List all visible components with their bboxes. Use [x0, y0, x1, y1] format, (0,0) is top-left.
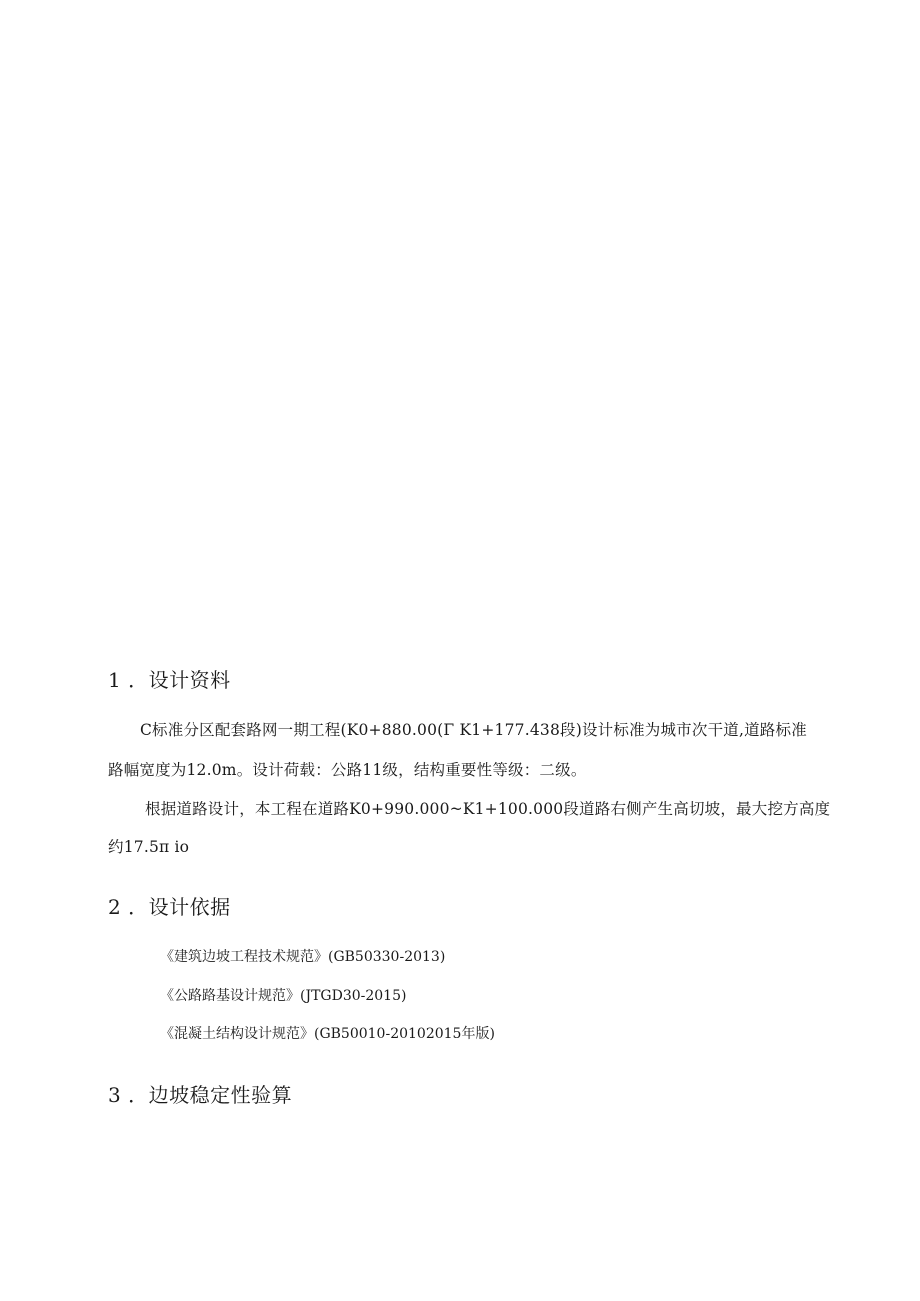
paragraph-2-line-1: 根据道路设计，本工程在道路K0+990.000~K1+100.000段道路右侧产生高切坡，最大挖方高度 — [145, 800, 831, 818]
reference-item: 《建筑边坡工程技术规范》(GB50330-2013) — [160, 949, 446, 965]
paragraph-1-line-1: C标准分区配套路网一期工程(K0+880.00(Γ K1+177.438段)设计标准为城市次干道,道路标准 — [140, 721, 807, 739]
section-3-title: ．边坡稳定性验算 — [128, 1083, 293, 1107]
reference-item: 《混凝土结构设计规范》(GB50010-20102015年版) — [160, 1026, 495, 1042]
section-2-number: 2 — [108, 895, 122, 919]
reference-item: 《公路路基设计规范》(JTGD30-2015) — [160, 988, 407, 1004]
section-1-title: ．设计资料 — [128, 668, 231, 692]
paragraph-1-line-2: 路幅宽度为12.0m。设计荷载：公路11级，结构重要性等级：二级。 — [108, 761, 587, 779]
section-2-title: ．设计依据 — [128, 895, 231, 919]
section-1-heading — [108, 664, 231, 693]
section-1-number: 1 — [108, 668, 122, 692]
section-3-heading — [108, 1079, 292, 1108]
section-3-number: 3 — [108, 1083, 122, 1107]
paragraph-2-line-2: 约17.5π io — [108, 838, 190, 856]
section-2-heading — [108, 891, 231, 920]
